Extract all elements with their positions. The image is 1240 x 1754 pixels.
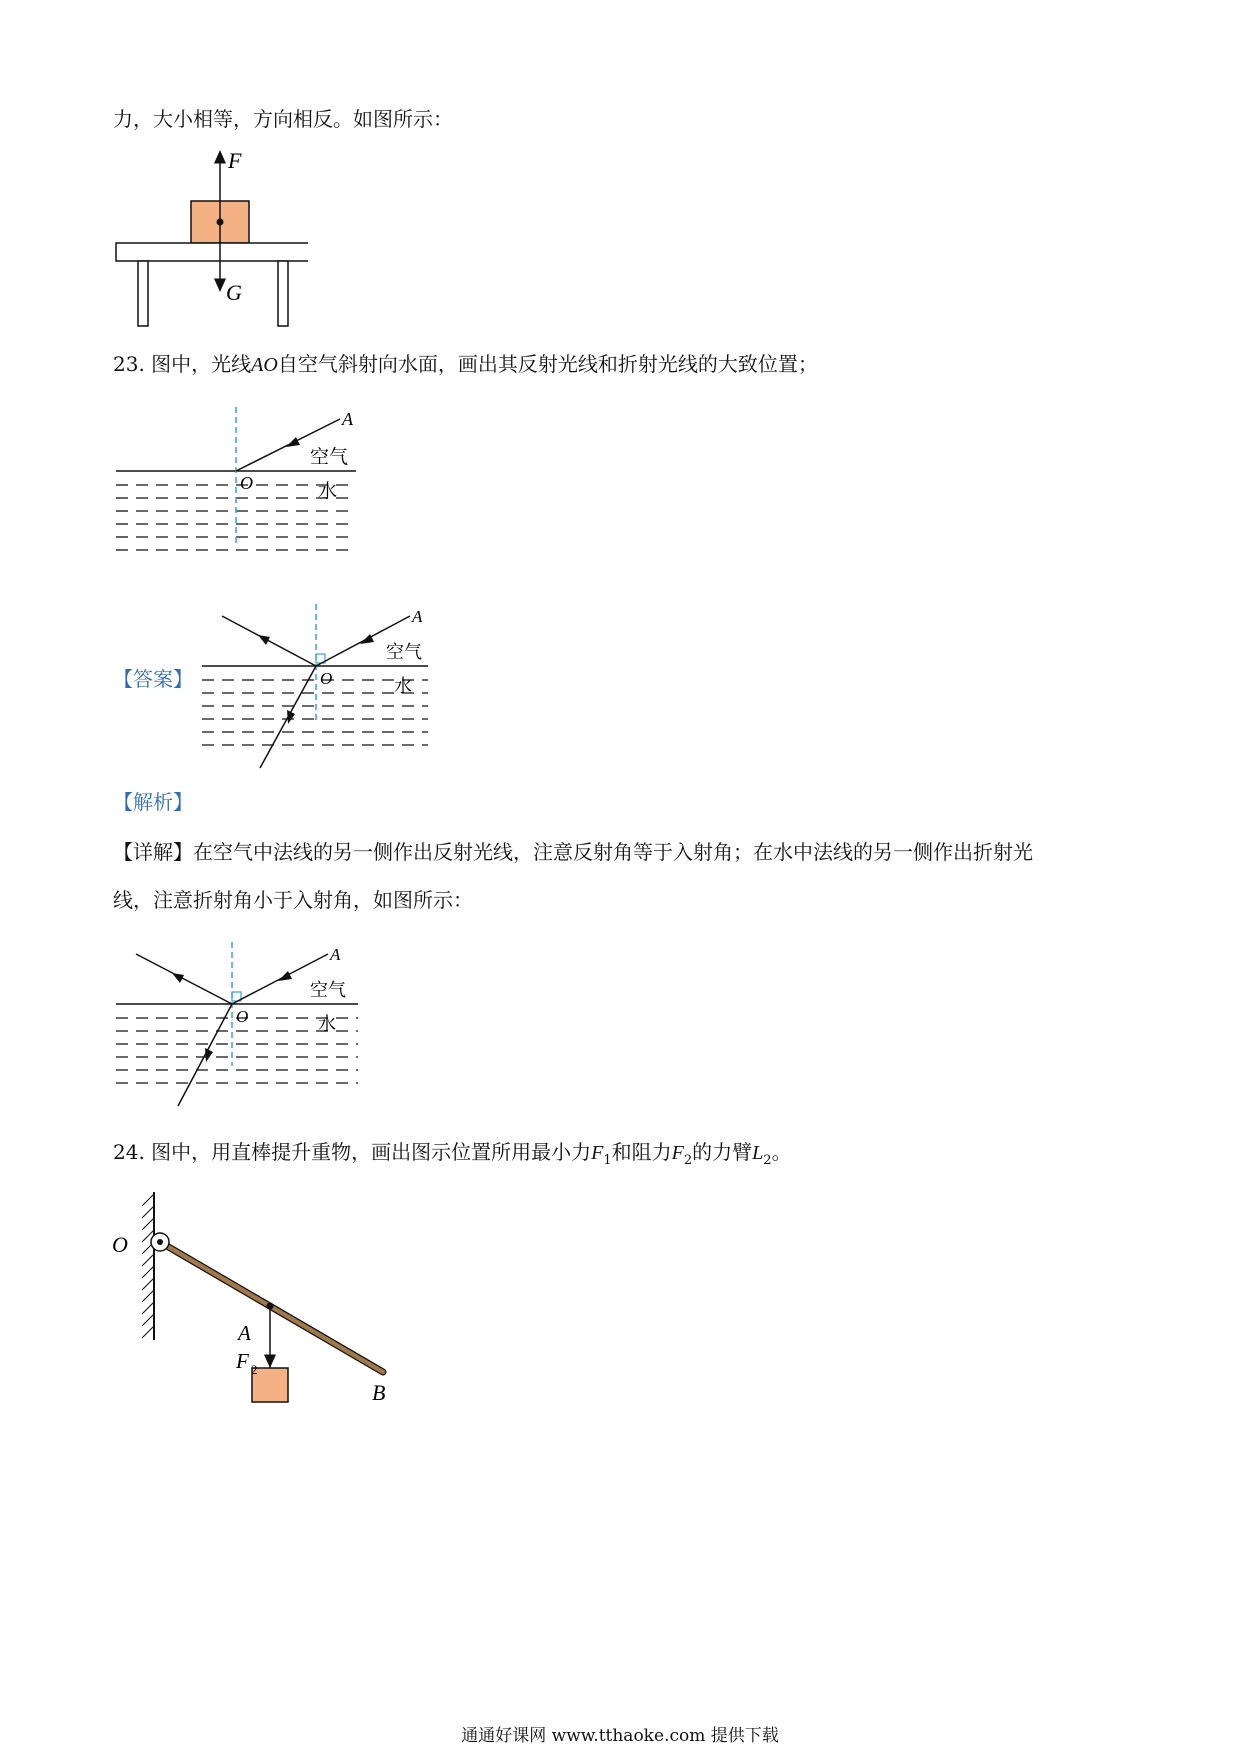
label-water: 水 (394, 676, 412, 697)
label-water: 水 (318, 480, 338, 502)
q23-text-before: 图中，光线 (151, 352, 252, 376)
reflected-arrow-head (172, 973, 184, 983)
label-o: O (112, 1232, 128, 1257)
q24-f2: F (671, 1142, 684, 1164)
q23-ray-name: AO (251, 354, 278, 376)
refracted-ray (178, 1004, 232, 1106)
reflected-ray (136, 954, 232, 1004)
table-leg-right (278, 261, 288, 326)
q24-text-1: 图中，用直棒提升重物，画出图示位置所用最小力 (151, 1140, 592, 1164)
label-a: A (330, 945, 341, 964)
q24-number: 24. (113, 1140, 145, 1164)
water-figure-answer (200, 604, 430, 769)
analysis-tag: 【解析】 (113, 790, 193, 814)
label-a: A (238, 1321, 251, 1345)
water-figure-question (110, 405, 360, 565)
reflected-ray (222, 616, 316, 666)
detail-line-1 (113, 838, 1033, 866)
label-air: 空气 (386, 642, 422, 663)
tabletop (116, 243, 308, 261)
q24-f1: F (591, 1142, 604, 1164)
q24-text-3: 的力臂 (692, 1140, 753, 1164)
label-g: G (226, 280, 242, 305)
detail-text-1: 在空气中法线的另一侧作出反射光线，注意反射角等于入射角；在水中法线的另一侧作出折射光 (193, 840, 1033, 864)
incident-arrow-head (278, 971, 292, 981)
label-a: A (342, 409, 353, 429)
label-o: O (240, 473, 253, 493)
q24-f2-sub: 2 (683, 1153, 693, 1168)
q23-text-after: 自空气斜射向水面，画出其反射光线和折射光线的大致位置； (277, 352, 818, 376)
center-dot (217, 219, 224, 226)
label-o: O (236, 1007, 249, 1026)
label-b: B (372, 1380, 386, 1405)
water-figure-detail (112, 942, 362, 1107)
lever-figure (108, 1190, 408, 1415)
question-23 (113, 350, 818, 379)
block-table-figure (108, 148, 308, 338)
q24-l2-sub: 2 (763, 1153, 772, 1168)
refracted-arrow-head (205, 1048, 213, 1062)
label-water: 水 (318, 1014, 336, 1035)
table-leg-left (138, 261, 148, 326)
q24-text-2: 和阻力 (611, 1140, 672, 1164)
pivot-center (157, 1239, 163, 1245)
q23-number: 23. (113, 352, 145, 376)
reflected-arrow-head (258, 635, 270, 645)
incident-arrow-head (286, 437, 300, 447)
label-air: 空气 (310, 980, 346, 1001)
q24-l2: L (752, 1142, 764, 1164)
label-f: F (236, 1349, 249, 1373)
q24-f1-sub: 1 (603, 1153, 612, 1168)
intro-line: 力，大小相等，方向相反。如图所示： (113, 107, 453, 131)
detail-line-2: 线，注意折射角小于入射角，如图所示： (113, 888, 473, 912)
label-air: 空气 (310, 446, 349, 468)
label-a: A (412, 607, 423, 626)
wall-hatching (142, 1194, 154, 1338)
q24-text-4: 。 (771, 1140, 792, 1164)
refracted-arrow-head (287, 710, 295, 724)
footer: 通通好课网 www.tthaoke.com 提供下载 (461, 1726, 779, 1746)
question-24 (113, 1138, 792, 1175)
answer-tag: 【答案】 (113, 667, 193, 691)
label-f-sub: 2 (251, 1362, 258, 1377)
label-o: O (320, 669, 333, 688)
detail-tag: 【详解】 (113, 840, 193, 864)
label-f: F (228, 148, 242, 173)
